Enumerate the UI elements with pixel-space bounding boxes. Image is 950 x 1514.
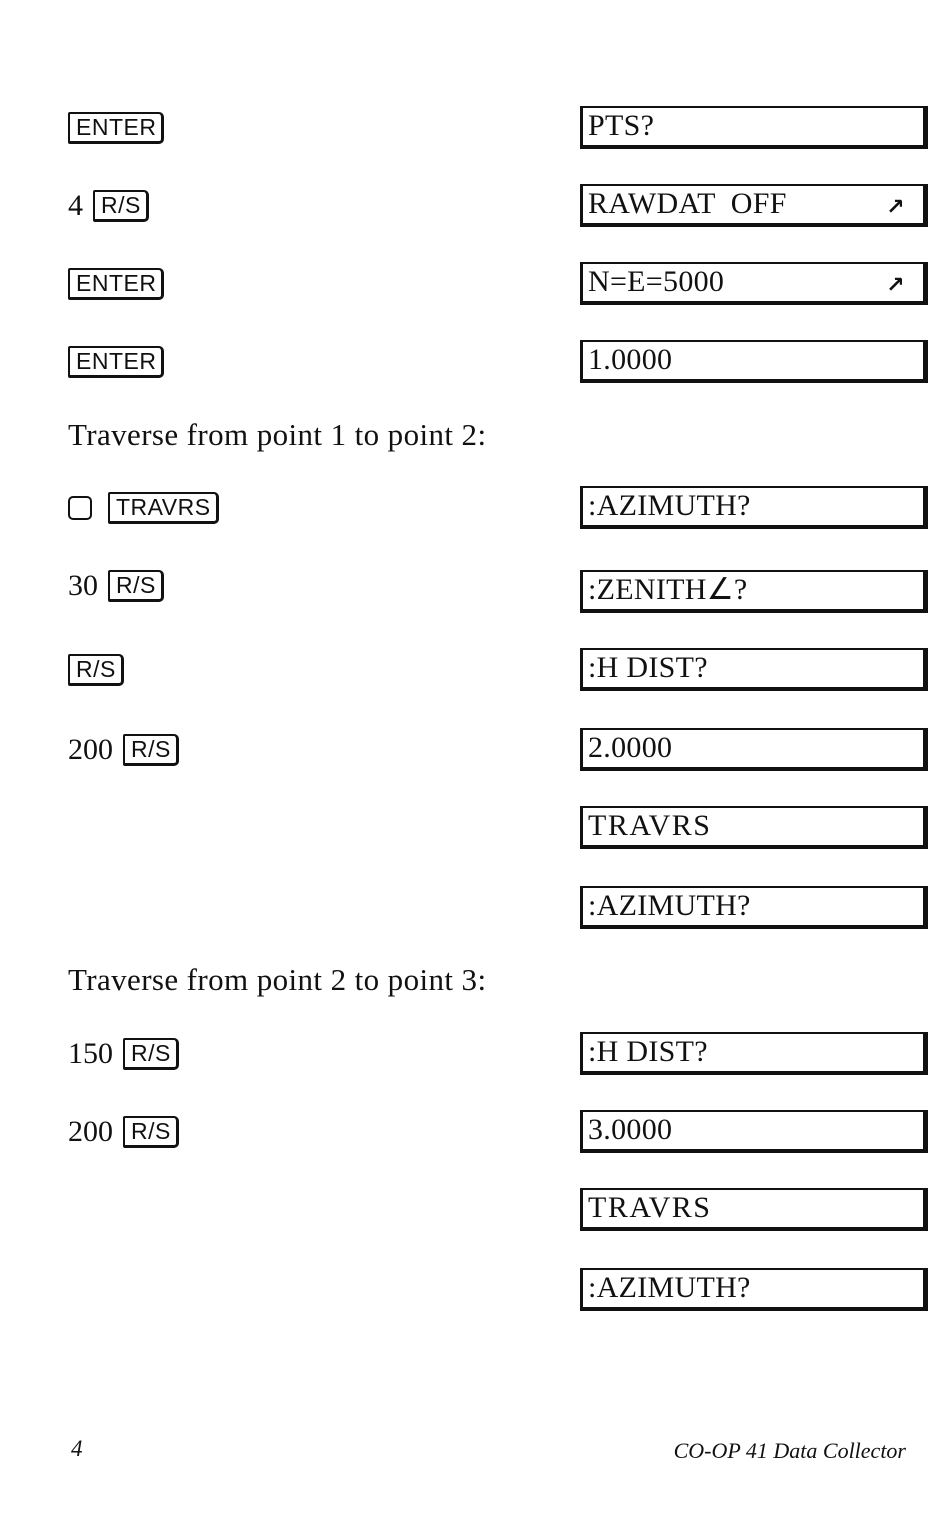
section-heading: Traverse from point 1 to point 2: (68, 417, 487, 452)
calculator-key: R/S (123, 734, 179, 766)
display-text: 1.0000 (588, 343, 673, 376)
step-row (0, 646, 950, 694)
keystroke (68, 104, 164, 152)
step-row (0, 104, 950, 152)
calculator-key: R/S (68, 654, 124, 686)
display-text: :AZIMUTH? (588, 1271, 751, 1304)
calculator-key: TRAVRS (108, 492, 219, 524)
step-row (0, 884, 950, 932)
keystroke (68, 484, 219, 532)
display-text: :H DIST? (588, 1035, 708, 1068)
display-text: PTS? (588, 109, 655, 142)
display-text: RAWDAT OFF (588, 187, 787, 220)
book-title: CO-OP 41 Data Collector (673, 1438, 906, 1463)
step-row (0, 726, 950, 774)
display-text: 2.0000 (588, 731, 673, 764)
page-number: 4 (71, 1436, 83, 1461)
calculator-display (580, 1268, 928, 1311)
keystroke (68, 260, 164, 308)
step-row (0, 1266, 950, 1314)
entry-number: 150 (68, 1037, 113, 1070)
calculator-display (580, 1110, 928, 1153)
calculator-key: ENTER (68, 268, 164, 300)
keystroke (68, 562, 164, 610)
step-row (0, 562, 950, 610)
calculator-key: R/S (108, 570, 164, 602)
calculator-display (580, 106, 928, 149)
calculator-key: ENTER (68, 112, 164, 144)
step-row (0, 1030, 950, 1078)
step-row (0, 1186, 950, 1234)
display-text: TRAVRS (588, 1191, 712, 1224)
keystroke (68, 1108, 179, 1156)
calculator-display (580, 1188, 928, 1231)
display-text: 3.0000 (588, 1113, 673, 1146)
user-mode-arrow-icon: ↗ (886, 273, 905, 298)
display-text: :ZENITH∠? (588, 573, 748, 606)
calculator-key: R/S (93, 190, 149, 222)
entry-number: 4 (68, 189, 83, 222)
step-row (0, 804, 950, 852)
keystroke (68, 338, 164, 386)
step-row (0, 484, 950, 532)
display-text: N=E=5000 (588, 265, 725, 298)
display-text: :H DIST? (588, 651, 708, 684)
calculator-display (580, 184, 928, 227)
calculator-key: ENTER (68, 346, 164, 378)
step-row (0, 260, 950, 308)
calculator-display (580, 806, 928, 849)
keystroke (68, 1030, 179, 1078)
step-row (0, 182, 950, 230)
calculator-display (580, 648, 928, 691)
user-mode-arrow-icon: ↗ (886, 195, 905, 220)
calculator-display (580, 262, 928, 305)
calculator-display (580, 340, 928, 383)
calculator-display (580, 728, 928, 771)
step-row (0, 1108, 950, 1156)
entry-number: 200 (68, 733, 113, 766)
calculator-display (580, 1032, 928, 1075)
entry-number: 200 (68, 1115, 113, 1148)
display-text: TRAVRS (588, 809, 712, 842)
calculator-display (580, 570, 928, 613)
display-text: :AZIMUTH? (588, 889, 751, 922)
shift-key-icon (68, 496, 92, 520)
keystroke (68, 726, 179, 774)
keystroke (68, 182, 149, 230)
section-heading: Traverse from point 2 to point 3: (68, 962, 487, 997)
step-row (0, 338, 950, 386)
calculator-display (580, 486, 928, 529)
display-text: :AZIMUTH? (588, 489, 751, 522)
calculator-key: R/S (123, 1116, 179, 1148)
calculator-key: R/S (123, 1038, 179, 1070)
keystroke (68, 646, 124, 694)
calculator-display (580, 886, 928, 929)
entry-number: 30 (68, 569, 98, 602)
